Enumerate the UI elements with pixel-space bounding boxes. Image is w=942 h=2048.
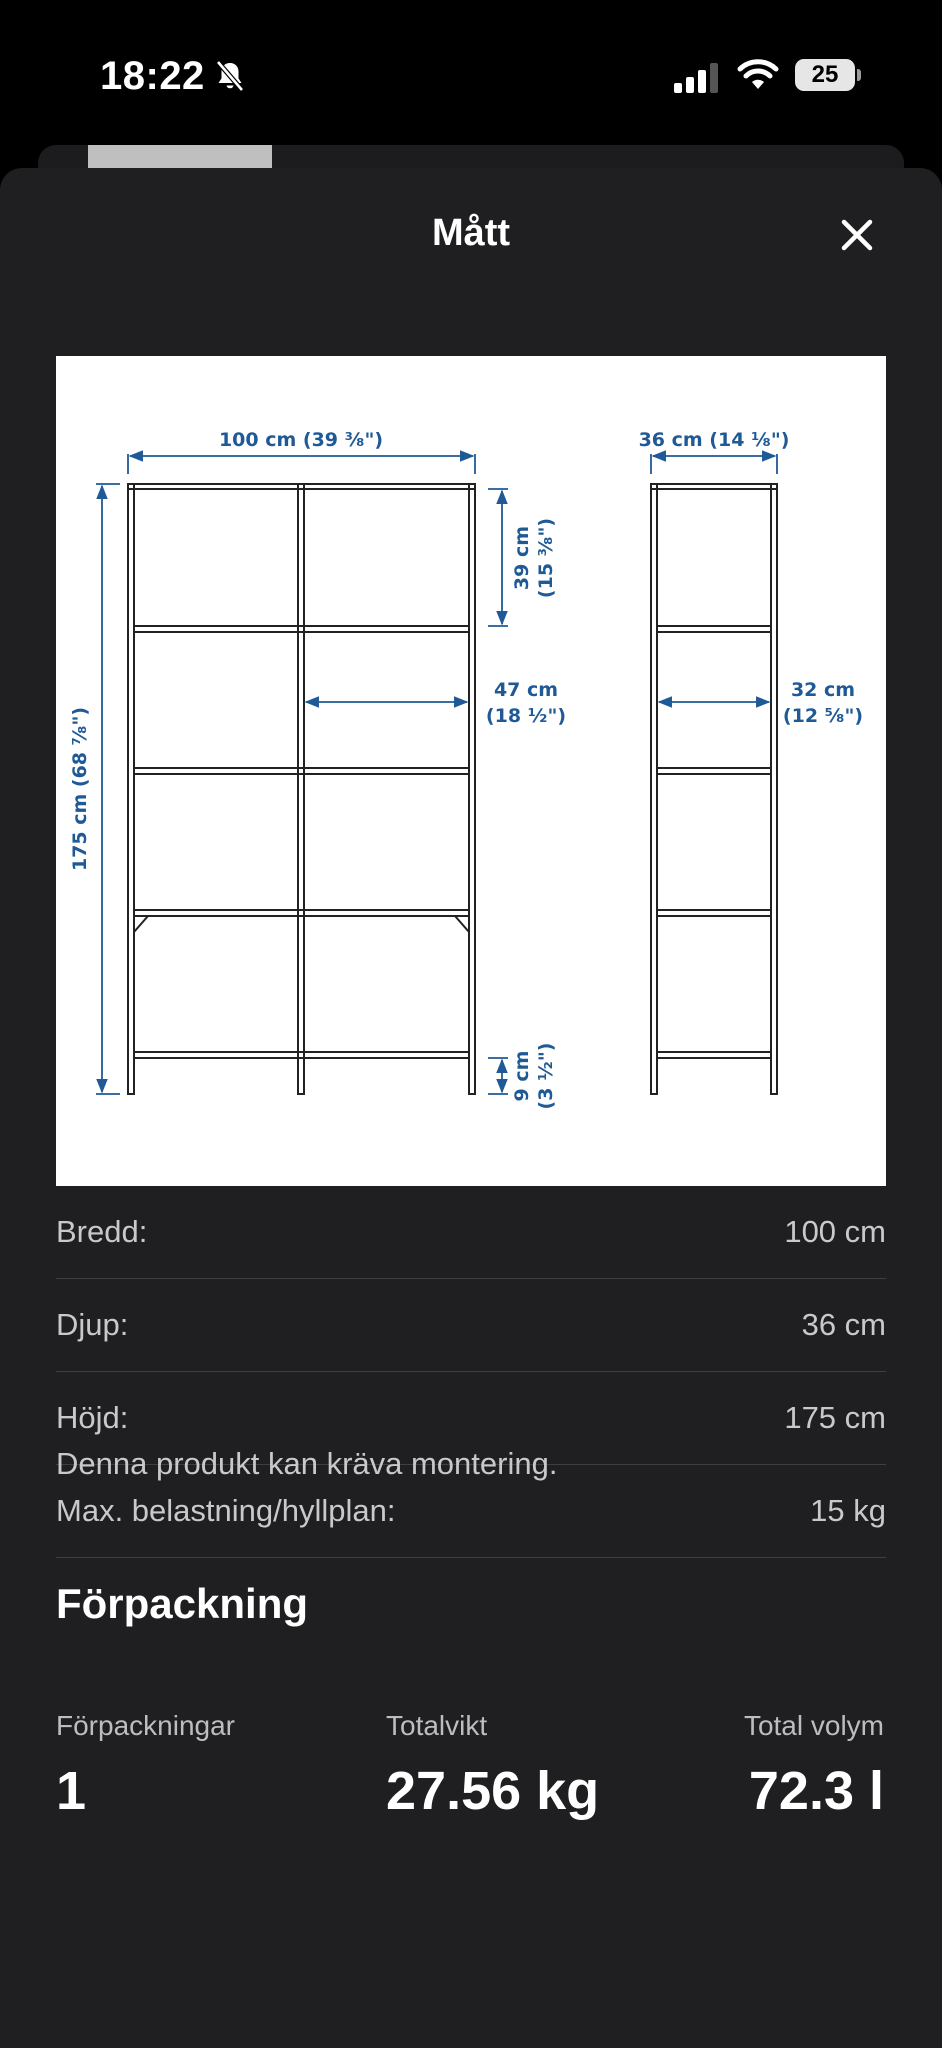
dimension-value: 175 cm — [784, 1400, 886, 1435]
front-height-label: 175 cm (68 ⁷⁄₈") — [69, 706, 91, 872]
assembly-note: Denna produkt kan kräva montering. — [56, 1446, 558, 1481]
inner-depth-label: 32 cm — [790, 679, 856, 701]
front-width-label: 100 cm (39 ³⁄₈") — [218, 429, 384, 451]
dimension-label: Höjd: — [56, 1400, 129, 1435]
side-view-shelf — [651, 484, 777, 1094]
total-volume-value: 72.3 l — [748, 1761, 884, 1821]
close-icon[interactable] — [832, 210, 882, 260]
dimension-value: 100 cm — [784, 1214, 886, 1249]
dimension-value: 36 cm — [801, 1307, 886, 1342]
shelf-gap-label: 39 cm — [511, 525, 533, 591]
total-volume-label: Total volym — [743, 1710, 884, 1741]
dimension-value: 15 kg — [810, 1493, 886, 1528]
dimension-label: Bredd: — [56, 1214, 148, 1249]
dimension-row-width — [56, 1186, 886, 1279]
battery-tip — [857, 69, 861, 81]
dimension-list — [56, 1186, 886, 1558]
dimension-row-depth — [56, 1279, 886, 1372]
cellular-signal-icon — [674, 62, 720, 94]
packages-label: Förpackningar — [56, 1710, 235, 1741]
dimension-label: Djup: — [56, 1307, 129, 1342]
shelf-gap-inch-label: (15 ³⁄₈") — [535, 517, 557, 599]
sheet-title: Mått — [431, 212, 511, 254]
packaging-title: Förpackning — [56, 1580, 309, 1627]
bell-slash-icon — [212, 58, 248, 94]
total-weight-value: 27.56 kg — [386, 1761, 600, 1821]
inner-depth-inch-label: (12 ⁵⁄₈") — [782, 705, 864, 727]
status-time: 18:22 — [100, 54, 205, 98]
side-depth-label: 36 cm (14 ¹⁄₈") — [638, 429, 790, 451]
front-view-shelf — [128, 484, 475, 1094]
clearance-inch-label: (3 ¹⁄₂") — [535, 1042, 557, 1110]
status-bar — [0, 0, 942, 150]
dimension-label: Max. belastning/hyllplan: — [56, 1493, 396, 1528]
battery-icon: 25 — [795, 59, 855, 91]
shelf-drawing — [56, 356, 886, 1186]
dimension-diagram — [56, 356, 886, 1186]
wifi-icon — [737, 58, 779, 92]
background-sheet-tag — [88, 145, 272, 169]
clearance-label: 9 cm — [511, 1050, 533, 1102]
total-weight-label: Totalvikt — [386, 1710, 488, 1741]
inner-width-inch-label: (18 ¹⁄₂") — [485, 705, 567, 727]
inner-width-label: 47 cm — [493, 679, 559, 701]
packages-value: 1 — [56, 1761, 87, 1821]
